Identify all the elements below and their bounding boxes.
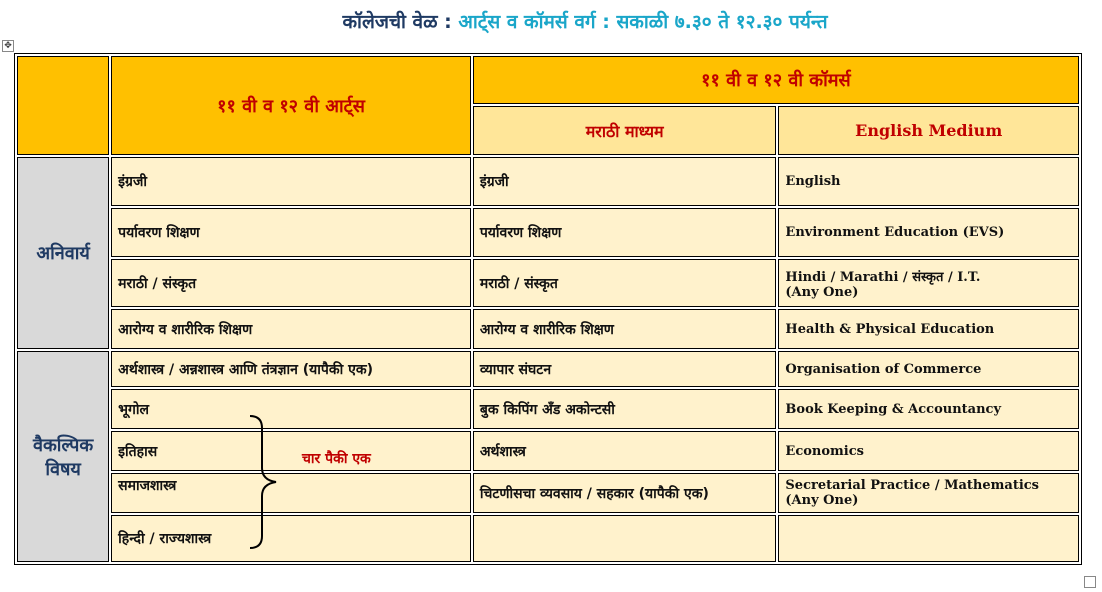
marathi-cell: पर्यावरण शिक्षण <box>473 208 777 257</box>
english-cell-line1: Hindi / Marathi / संस्कृत / I.T. <box>785 269 981 285</box>
marathi-cell: अर्थशास्त्र <box>473 431 777 471</box>
arts-cell: इंग्रजी <box>111 157 471 206</box>
marathi-cell <box>473 515 777 562</box>
marathi-medium-header: मराठी माध्यम <box>473 106 777 155</box>
english-cell: Organisation of Commerce <box>778 351 1079 387</box>
page-title <box>0 8 1102 34</box>
arts-cell: इतिहास <box>111 431 471 471</box>
group-elective: वैकल्पिक विषय <box>17 351 109 562</box>
arts-cell: भूगोल <box>111 389 471 429</box>
timetable <box>14 53 1082 565</box>
commerce-header: ११ वी व १२ वी कॉमर्स <box>473 56 1079 104</box>
resize-handle-icon[interactable] <box>1084 576 1096 588</box>
arts-header: ११ वी व १२ वी आर्ट्स <box>111 56 471 155</box>
english-cell: English <box>778 157 1079 206</box>
marathi-cell: इंग्रजी <box>473 157 777 206</box>
english-cell-line1: Secretarial Practice / Mathematics <box>785 478 1039 493</box>
arts-cell: हिन्दी / राज्यशास्त्र <box>111 515 471 562</box>
title-label: कॉलेजची वेळ : <box>342 11 459 33</box>
english-cell <box>778 473 1079 513</box>
corner-cell <box>17 56 109 155</box>
arts-cell: समाजशास्त्र <box>111 473 471 513</box>
arts-cell: मराठी / संस्कृत <box>111 259 471 307</box>
english-cell: Economics <box>778 431 1079 471</box>
english-cell: Environment Education (EVS) <box>778 208 1079 257</box>
english-cell: Book Keeping & Accountancy <box>778 389 1079 429</box>
english-cell <box>778 259 1079 307</box>
curly-brace-icon <box>248 414 282 550</box>
english-cell <box>778 515 1079 562</box>
arts-cell: आरोग्य व शारीरिक शिक्षण <box>111 309 471 349</box>
arts-cell: अर्थशास्त्र / अन्नशास्त्र आणि तंत्रज्ञान (यापैकी एक) <box>111 351 471 387</box>
group-compulsory: अनिवार्य <box>17 157 109 349</box>
english-medium-header: English Medium <box>778 106 1079 155</box>
english-cell-line2: (Any One) <box>785 284 859 300</box>
brace-label: चार पैकी एक <box>302 451 371 467</box>
english-cell: Health & Physical Education <box>778 309 1079 349</box>
arts-cell: पर्यावरण शिक्षण <box>111 208 471 257</box>
title-detail: आर्ट्स व कॉमर्स वर्ग : सकाळी ७.३० ते १२.३० पर्यन्त <box>458 11 828 33</box>
marathi-cell: मराठी / संस्कृत <box>473 259 777 307</box>
english-cell-line2: (Any One) <box>785 493 859 508</box>
move-handle-icon[interactable]: ✥ <box>2 40 14 52</box>
marathi-cell: आरोग्य व शारीरिक शिक्षण <box>473 309 777 349</box>
marathi-cell: बुक किपिंग अँड अकोन्टसी <box>473 389 777 429</box>
marathi-cell: व्यापार संघटन <box>473 351 777 387</box>
marathi-cell: चिटणीसचा व्यवसाय / सहकार (यापैकी एक) <box>473 473 777 513</box>
